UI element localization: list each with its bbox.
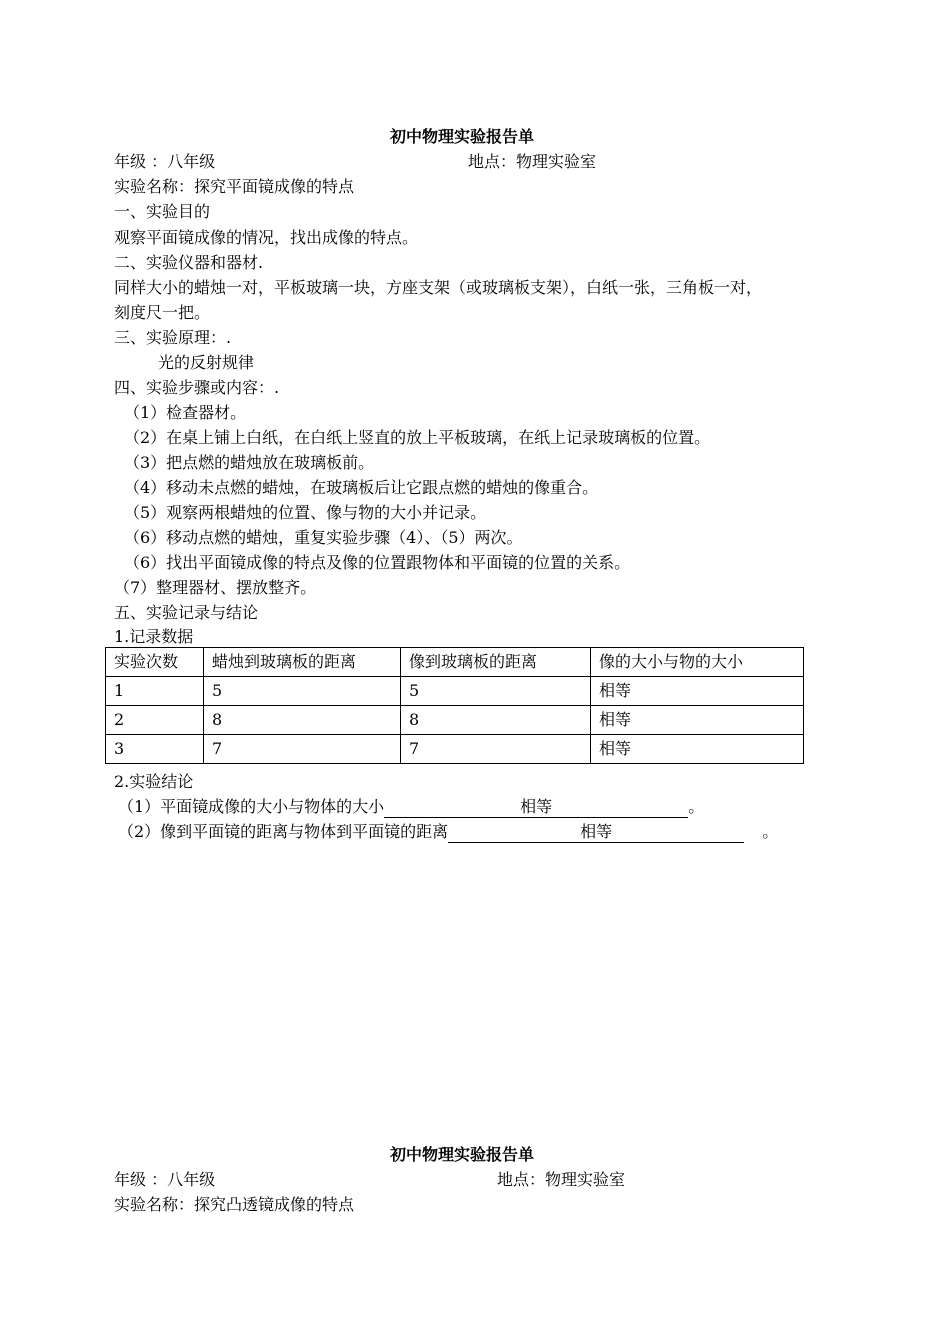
grade-label: 年级 ：八年级 [114, 152, 216, 171]
location-label: 地点：物理实验室 [468, 152, 597, 171]
step-item: （3）把点燃的蜡烛放在玻璃板前。 [124, 453, 375, 472]
experiment-name: 实验名称：探究凸透镜成像的特点 [114, 1195, 355, 1214]
section-heading-equipment: 二、实验仪器和器材. [114, 253, 264, 272]
step-item: （5）观察两根蜡烛的位置、像与物的大小并记录。 [124, 503, 487, 522]
table-header-cell: 像到玻璃板的距离 [401, 648, 591, 677]
section-text-equipment-line2: 刻度尺一把。 [114, 303, 211, 322]
conclusion-1-answer: 相等 [384, 797, 688, 818]
table-cell: 7 [401, 735, 591, 764]
table-cell: 相等 [591, 706, 804, 735]
conclusion-1 [118, 795, 704, 819]
table-cell: 8 [401, 706, 591, 735]
table-cell: 5 [204, 677, 401, 706]
step-item: （1）检查器材。 [124, 403, 247, 422]
section-heading-purpose: 一、实验目的 [114, 202, 211, 221]
section-heading-records: 五、实验记录与结论 [114, 603, 259, 622]
step-item: （7）整理器材、摆放整齐。 [114, 578, 317, 597]
location-label: 地点：物理实验室 [497, 1170, 626, 1189]
step-item: （4）移动未点燃的蜡烛，在玻璃板后让它跟点燃的蜡烛的像重合。 [124, 478, 599, 497]
section-heading-principle: 三、实验原理：. [114, 328, 232, 347]
table-cell: 相等 [591, 677, 804, 706]
experiment-name: 实验名称：探究平面镜成像的特点 [114, 177, 355, 196]
section-text-purpose: 观察平面镜成像的情况，找出成像的特点。 [114, 228, 419, 247]
table-header-cell: 实验次数 [106, 648, 204, 677]
table-cell: 8 [204, 706, 401, 735]
table-cell: 相等 [591, 735, 804, 764]
table-cell: 3 [106, 735, 204, 764]
report-title: 初中物理实验报告单 [390, 1145, 535, 1164]
table-header-cell: 蜡烛到玻璃板的距离 [204, 648, 401, 677]
table-header-row [106, 648, 804, 677]
table-header-cell: 像的大小与物的大小 [591, 648, 804, 677]
section-text-equipment-line1: 同样大小的蜡烛一对，平板玻璃一块，方座支架（或玻璃板支架），白纸一张，三角板一对， [114, 278, 763, 297]
step-item: （6）移动点燃的蜡烛，重复实验步骤（4）、（5）两次。 [124, 528, 523, 547]
table-row [106, 735, 804, 764]
conclusion-2-suffix: 。 [762, 822, 779, 841]
table-cell: 1 [106, 677, 204, 706]
section-heading-steps: 四、实验步骤或内容：. [114, 378, 280, 397]
table-cell: 2 [106, 706, 204, 735]
conclusion-2-answer: 相等 [448, 822, 744, 843]
section-text-principle: 光的反射规律 [158, 353, 255, 372]
conclusion-2-prefix: （2）像到平面镜的距离与物体到平面镜的距离 [118, 822, 449, 841]
table-cell: 7 [204, 735, 401, 764]
conclusion-heading: 2.实验结论 [114, 772, 194, 791]
conclusion-2 [118, 820, 778, 844]
conclusion-1-prefix: （1）平面镜成像的大小与物体的大小 [118, 797, 385, 816]
conclusion-1-suffix: 。 [688, 797, 705, 816]
grade-label: 年级 ：八年级 [114, 1170, 216, 1189]
step-item: （6）找出平面镜成像的特点及像的位置跟物体和平面镜的位置的关系。 [124, 553, 631, 572]
report-title: 初中物理实验报告单 [390, 127, 535, 146]
record-table [105, 647, 804, 764]
table-row [106, 677, 804, 706]
table-row [106, 706, 804, 735]
step-item: （2）在桌上铺上白纸，在白纸上竖直的放上平板玻璃，在纸上记录玻璃板的位置。 [124, 428, 711, 447]
table-cell: 5 [401, 677, 591, 706]
record-data-heading: 1.记录数据 [114, 627, 194, 646]
